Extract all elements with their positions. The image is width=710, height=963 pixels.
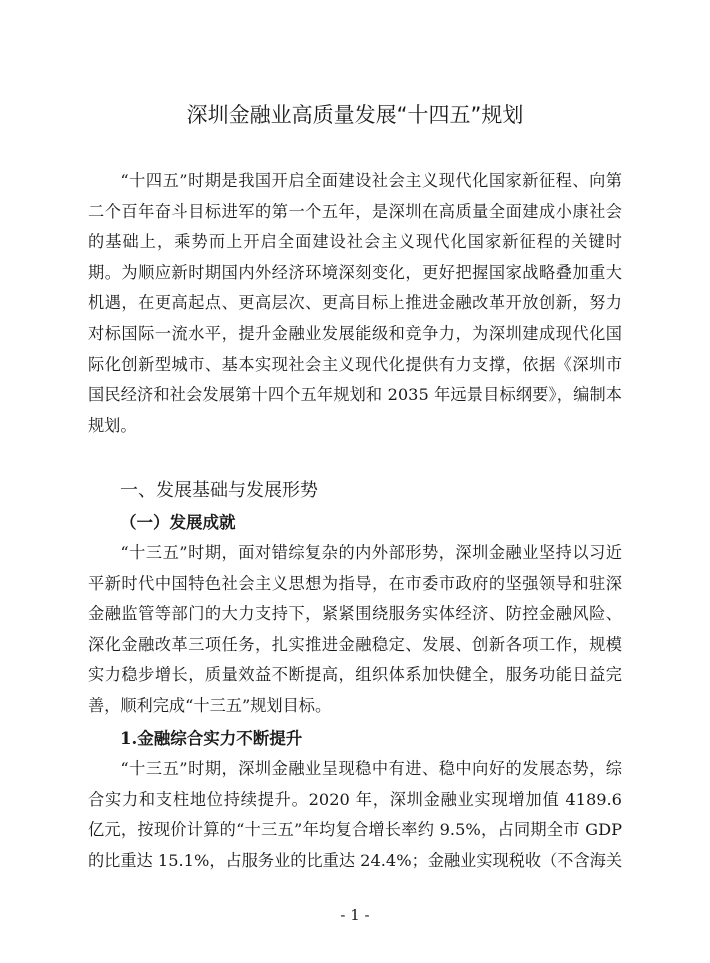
intro-paragraph: “十四五”时期是我国开启全面建设社会主义现代化国家新征程、向第二个百年奋斗目标进军的第一个五年，是深圳在高质量全面建成小康社会的基础上，乘势而上开启全面建设社会主义现代化国家新征程的关键时期。为顺应新时期国内外经济环境深刻变化，更好把握国家战略叠加重大机遇，在更高起点、更高层次、更高目标上推进金融改革开放创新，努力对标国际一流水平，提升金融业发展能级和竞争力，为深圳建成现代化国际化创新型城市、基本实现社会主义现代化提供有力支撑，依据《深圳市国民经济和社会发展第十四个五年规划和 2035 年远景目标纲要》，编制本规划。 bbox=[88, 171, 622, 435]
section-heading: 一、发展基础与发展形势 bbox=[120, 480, 318, 501]
item-paragraph: “十三五”时期，深圳金融业呈现稳中有进、稳中向好的发展态势，综合实力和支柱地位持续提升。2020 年，深圳金融业实现增加值 4189.6 亿元，按现价计算的“十三五”年均复合增长率约 9.5%，占同期全市 GDP 的比重达 15.1%，占服务业的比重达 24.4%；金融业实现税收（不含海关 bbox=[88, 759, 623, 870]
page-number: - 1 - bbox=[340, 906, 370, 924]
subsection-heading: （一）发展成就 bbox=[120, 513, 236, 532]
page-title: 深圳金融业高质量发展“十四五”规划 bbox=[186, 103, 524, 127]
subsection-paragraph: “十三五”时期，面对错综复杂的内外部形势，深圳金融业坚持以习近平新时代中国特色社会主义思想为指导，在市委市政府的坚强领导和驻深金融监管等部门的大力支持下，紧紧围绕服务实体经济、防控金融风险、深化金融改革三项任务，扎实推进金融稳定、发展、创新各项工作，规模实力稳步增长，质量效益不断提高，组织体系加快健全，服务功能日益完善，顺利完成“十三五”规划目标。 bbox=[88, 543, 622, 715]
item-heading: 1.金融综合实力不断提升 bbox=[120, 729, 303, 748]
